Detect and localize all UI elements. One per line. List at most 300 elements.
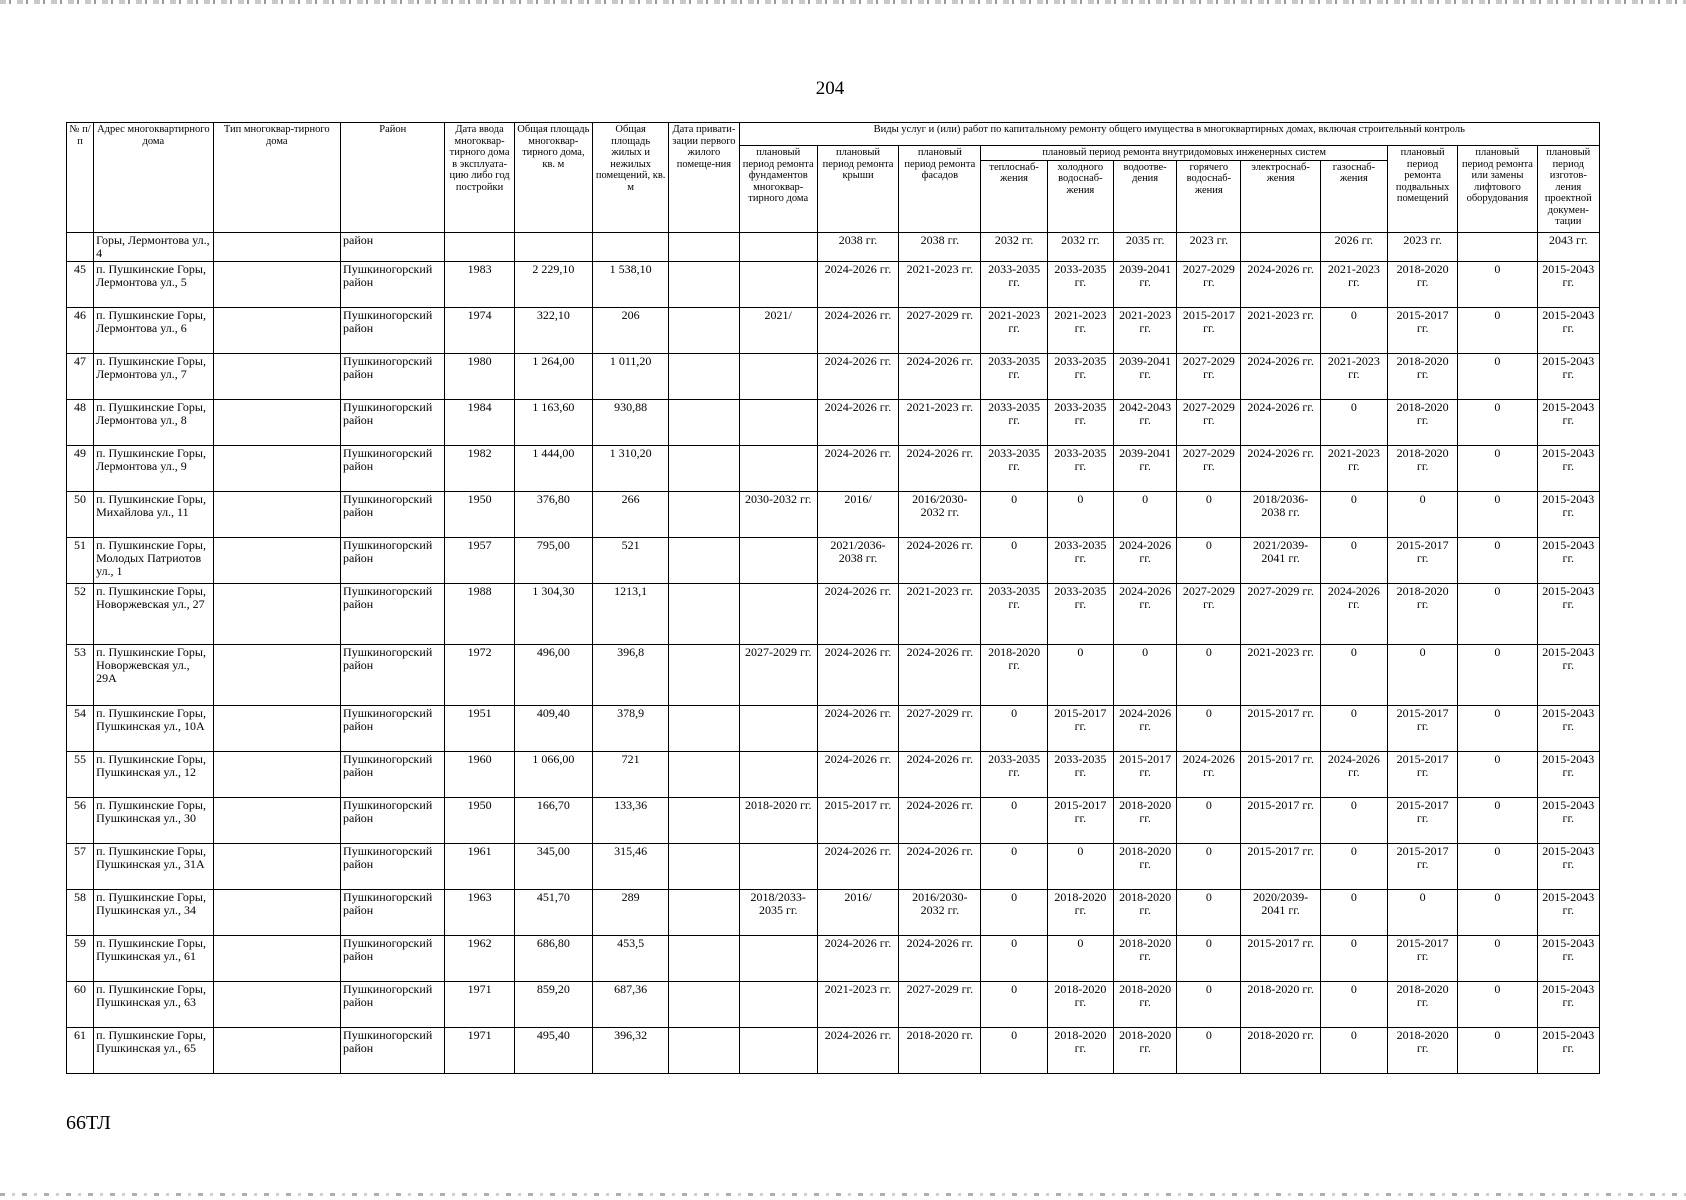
cell-year: 1951 xyxy=(445,705,514,751)
cell-design-docs: 2015-2043 гг. xyxy=(1537,307,1599,353)
cell-foundation: 2030-2032 гг. xyxy=(739,491,817,537)
cell-gas: 0 xyxy=(1320,843,1387,889)
cell-gas: 0 xyxy=(1320,491,1387,537)
cell-electric: 2015-2017 гг. xyxy=(1241,797,1320,843)
cell-sewer: 2035 гг. xyxy=(1113,232,1176,261)
table-body xyxy=(67,232,1600,1073)
cell-gas: 2024-2026 гг. xyxy=(1320,751,1387,797)
cell-elevator: 0 xyxy=(1458,1027,1537,1073)
cell-living-area: 396,8 xyxy=(593,644,669,705)
cell-heat: 0 xyxy=(981,537,1047,583)
cell-district: Пушкиногорский район xyxy=(341,261,445,307)
cell-sewer: 2024-2026 гг. xyxy=(1113,537,1176,583)
cell-foundation xyxy=(739,232,817,261)
cell-hot-water: 2027-2029 гг. xyxy=(1177,261,1241,307)
table-row xyxy=(67,1027,1600,1073)
cell-foundation xyxy=(739,705,817,751)
cell-type xyxy=(213,889,340,935)
cell-elevator: 0 xyxy=(1458,445,1537,491)
cell-privatization xyxy=(669,981,739,1027)
cell-address: п. Пушкинские Горы, Новоржевская ул., 27 xyxy=(94,583,213,644)
table-row xyxy=(67,935,1600,981)
cell-total-area: 1 444,00 xyxy=(514,445,592,491)
cell-privatization xyxy=(669,797,739,843)
cell-year: 1982 xyxy=(445,445,514,491)
cell-heat: 0 xyxy=(981,705,1047,751)
cell-year: 1988 xyxy=(445,583,514,644)
cell-facade: 2024-2026 гг. xyxy=(899,644,981,705)
cell-hot-water: 0 xyxy=(1177,889,1241,935)
cell-address: п. Пушкинские Горы, Пушкинская ул., 10А xyxy=(94,705,213,751)
cell-privatization xyxy=(669,583,739,644)
cell-sewer: 2018-2020 гг. xyxy=(1113,935,1176,981)
cell-year: 1963 xyxy=(445,889,514,935)
cell-total-area: 686,80 xyxy=(514,935,592,981)
cell-cold-water: 2015-2017 гг. xyxy=(1047,797,1113,843)
cell-roof: 2024-2026 гг. xyxy=(817,399,898,445)
cell-electric: 2015-2017 гг. xyxy=(1241,705,1320,751)
cell-total-area: 496,00 xyxy=(514,644,592,705)
header-heat: теплоснаб-жения xyxy=(981,160,1047,232)
cell-foundation xyxy=(739,583,817,644)
cell-elevator: 0 xyxy=(1458,705,1537,751)
cell-living-area: 133,36 xyxy=(593,797,669,843)
cell-heat: 2018-2020 гг. xyxy=(981,644,1047,705)
cell-heat: 2033-2035 гг. xyxy=(981,261,1047,307)
table-row xyxy=(67,445,1600,491)
cell-roof: 2021-2023 гг. xyxy=(817,981,898,1027)
cell-privatization xyxy=(669,935,739,981)
cell-design-docs: 2015-2043 гг. xyxy=(1537,445,1599,491)
cell-district: Пушкиногорский район xyxy=(341,445,445,491)
cell-foundation xyxy=(739,1027,817,1073)
cell-basement: 2018-2020 гг. xyxy=(1388,445,1458,491)
cell-cold-water: 0 xyxy=(1047,491,1113,537)
cell-total-area: 409,40 xyxy=(514,705,592,751)
cell-elevator: 0 xyxy=(1458,981,1537,1027)
table-row xyxy=(67,889,1600,935)
cell-type xyxy=(213,583,340,644)
page-number: 204 xyxy=(815,78,845,99)
header-facade: плановый период ремонта фасадов xyxy=(899,146,981,233)
cell-basement: 0 xyxy=(1388,491,1458,537)
cell-cold-water: 2033-2035 гг. xyxy=(1047,261,1113,307)
cell-living-area: 289 xyxy=(593,889,669,935)
table-row xyxy=(67,491,1600,537)
cell-hot-water: 0 xyxy=(1177,935,1241,981)
cell-electric: 2024-2026 гг. xyxy=(1241,399,1320,445)
cell-living-area: 206 xyxy=(593,307,669,353)
cell-privatization xyxy=(669,399,739,445)
cell-basement: 2015-2017 гг. xyxy=(1388,307,1458,353)
header-roof: плановый период ремонта крыши xyxy=(817,146,898,233)
cell-foundation xyxy=(739,981,817,1027)
cell-cold-water: 2033-2035 гг. xyxy=(1047,583,1113,644)
cell-cold-water: 2033-2035 гг. xyxy=(1047,445,1113,491)
cell-design-docs: 2015-2043 гг. xyxy=(1537,843,1599,889)
cell-electric: 2018-2020 гг. xyxy=(1241,981,1320,1027)
cell-heat: 0 xyxy=(981,491,1047,537)
cell-year: 1983 xyxy=(445,261,514,307)
cell-num: 51 xyxy=(67,537,94,583)
cell-elevator: 0 xyxy=(1458,935,1537,981)
cell-electric: 2021-2023 гг. xyxy=(1241,307,1320,353)
cell-design-docs: 2015-2043 гг. xyxy=(1537,261,1599,307)
cell-heat: 0 xyxy=(981,981,1047,1027)
cell-elevator: 0 xyxy=(1458,537,1537,583)
cell-elevator: 0 xyxy=(1458,751,1537,797)
cell-basement: 2015-2017 гг. xyxy=(1388,751,1458,797)
header-basement: плановый период ремонта подвальных помещений xyxy=(1388,146,1458,233)
cell-address: Горы, Лермонтова ул., 4 xyxy=(94,232,213,261)
cell-roof: 2038 гг. xyxy=(817,232,898,261)
cell-electric: 2015-2017 гг. xyxy=(1241,751,1320,797)
cell-year: 1971 xyxy=(445,981,514,1027)
cell-privatization xyxy=(669,537,739,583)
cell-roof: 2024-2026 гг. xyxy=(817,583,898,644)
cell-num: 45 xyxy=(67,261,94,307)
cell-elevator: 0 xyxy=(1458,261,1537,307)
header-living-area: Общая площадь жилых и нежилых помещений, кв. м xyxy=(593,123,669,233)
cell-gas: 0 xyxy=(1320,797,1387,843)
cell-elevator: 0 xyxy=(1458,797,1537,843)
cell-foundation: 2027-2029 гг. xyxy=(739,644,817,705)
cell-num: 48 xyxy=(67,399,94,445)
cell-gas: 0 xyxy=(1320,981,1387,1027)
cell-basement: 2018-2020 гг. xyxy=(1388,261,1458,307)
cell-design-docs: 2015-2043 гг. xyxy=(1537,644,1599,705)
cell-num: 57 xyxy=(67,843,94,889)
cell-facade: 2021-2023 гг. xyxy=(899,399,981,445)
table-row xyxy=(67,843,1600,889)
cell-facade: 2021-2023 гг. xyxy=(899,583,981,644)
cell-living-area: 1 538,10 xyxy=(593,261,669,307)
cell-hot-water: 0 xyxy=(1177,491,1241,537)
header-elevator: плановый период ремонта или замены лифтового оборудования xyxy=(1458,146,1537,233)
cell-cold-water: 2015-2017 гг. xyxy=(1047,705,1113,751)
cell-electric: 2021/2039-2041 гг. xyxy=(1241,537,1320,583)
cell-elevator: 0 xyxy=(1458,583,1537,644)
cell-district: Пушкиногорский район xyxy=(341,644,445,705)
cell-design-docs: 2015-2043 гг. xyxy=(1537,797,1599,843)
cell-electric: 2024-2026 гг. xyxy=(1241,261,1320,307)
cell-district: Пушкиногорский район xyxy=(341,491,445,537)
cell-sewer: 2018-2020 гг. xyxy=(1113,797,1176,843)
cell-num: 47 xyxy=(67,353,94,399)
scan-edge-top xyxy=(0,0,1686,4)
cell-year: 1957 xyxy=(445,537,514,583)
table-row xyxy=(67,399,1600,445)
cell-year: 1971 xyxy=(445,1027,514,1073)
table-row xyxy=(67,261,1600,307)
cell-cold-water: 2033-2035 гг. xyxy=(1047,353,1113,399)
header-cold-water: холодного водоснаб-жения xyxy=(1047,160,1113,232)
cell-design-docs: 2015-2043 гг. xyxy=(1537,889,1599,935)
cell-foundation xyxy=(739,843,817,889)
cell-privatization xyxy=(669,751,739,797)
cell-district: Пушкиногорский район xyxy=(341,981,445,1027)
cell-privatization xyxy=(669,644,739,705)
cell-facade: 2027-2029 гг. xyxy=(899,705,981,751)
header-gas: газоснаб-жения xyxy=(1320,160,1387,232)
cell-gas: 2026 гг. xyxy=(1320,232,1387,261)
cell-hot-water: 0 xyxy=(1177,797,1241,843)
cell-total-area: 166,70 xyxy=(514,797,592,843)
cell-basement: 2018-2020 гг. xyxy=(1388,399,1458,445)
cell-address: п. Пушкинские Горы, Пушкинская ул., 34 xyxy=(94,889,213,935)
cell-gas: 2021-2023 гг. xyxy=(1320,353,1387,399)
cell-hot-water: 2023 гг. xyxy=(1177,232,1241,261)
cell-year: 1960 xyxy=(445,751,514,797)
cell-sewer: 2015-2017 гг. xyxy=(1113,751,1176,797)
cell-year: 1984 xyxy=(445,399,514,445)
cell-district: Пушкиногорский район xyxy=(341,537,445,583)
cell-sewer: 2018-2020 гг. xyxy=(1113,981,1176,1027)
cell-total-area: 1 264,00 xyxy=(514,353,592,399)
cell-district: Пушкиногорский район xyxy=(341,705,445,751)
cell-num: 61 xyxy=(67,1027,94,1073)
cell-elevator: 0 xyxy=(1458,399,1537,445)
cell-elevator: 0 xyxy=(1458,644,1537,705)
cell-total-area: 795,00 xyxy=(514,537,592,583)
cell-year: 1972 xyxy=(445,644,514,705)
cell-heat: 2033-2035 гг. xyxy=(981,399,1047,445)
cell-elevator: 0 xyxy=(1458,307,1537,353)
cell-num: 60 xyxy=(67,981,94,1027)
cell-privatization xyxy=(669,843,739,889)
cell-district: Пушкиногорский район xyxy=(341,935,445,981)
cell-basement: 2018-2020 гг. xyxy=(1388,981,1458,1027)
table-row xyxy=(67,644,1600,705)
cell-sewer: 2018-2020 гг. xyxy=(1113,889,1176,935)
cell-living-area: 378,9 xyxy=(593,705,669,751)
cell-type xyxy=(213,843,340,889)
cell-total-area: 451,70 xyxy=(514,889,592,935)
header-sewer: водоотве-дения xyxy=(1113,160,1176,232)
capital-repair-table xyxy=(66,122,1600,1074)
cell-address: п. Пушкинские Горы, Михайлова ул., 11 xyxy=(94,491,213,537)
cell-living-area: 721 xyxy=(593,751,669,797)
cell-basement: 2015-2017 гг. xyxy=(1388,935,1458,981)
cell-heat: 2032 гг. xyxy=(981,232,1047,261)
cell-facade: 2024-2026 гг. xyxy=(899,935,981,981)
cell-living-area: 1 011,20 xyxy=(593,353,669,399)
cell-foundation xyxy=(739,399,817,445)
cell-design-docs: 2015-2043 гг. xyxy=(1537,705,1599,751)
cell-total-area: 1 163,60 xyxy=(514,399,592,445)
cell-roof: 2024-2026 гг. xyxy=(817,644,898,705)
cell-electric: 2024-2026 гг. xyxy=(1241,445,1320,491)
cell-basement: 2018-2020 гг. xyxy=(1388,353,1458,399)
cell-gas: 0 xyxy=(1320,705,1387,751)
cell-type xyxy=(213,232,340,261)
cell-num: 52 xyxy=(67,583,94,644)
cell-district: Пушкиногорский район xyxy=(341,583,445,644)
cell-sewer: 2024-2026 гг. xyxy=(1113,705,1176,751)
cell-living-area: 521 xyxy=(593,537,669,583)
cell-cold-water: 2018-2020 гг. xyxy=(1047,889,1113,935)
cell-type xyxy=(213,307,340,353)
cell-elevator xyxy=(1458,232,1537,261)
cell-total-area: 2 229,10 xyxy=(514,261,592,307)
cell-num: 59 xyxy=(67,935,94,981)
table-header xyxy=(67,123,1600,233)
cell-cold-water: 0 xyxy=(1047,644,1113,705)
cell-electric: 2018-2020 гг. xyxy=(1241,1027,1320,1073)
cell-total-area: 376,80 xyxy=(514,491,592,537)
cell-facade: 2038 гг. xyxy=(899,232,981,261)
cell-hot-water: 0 xyxy=(1177,644,1241,705)
cell-gas: 0 xyxy=(1320,307,1387,353)
cell-privatization xyxy=(669,261,739,307)
cell-heat: 2033-2035 гг. xyxy=(981,353,1047,399)
cell-address: п. Пушкинские Горы, Пушкинская ул., 63 xyxy=(94,981,213,1027)
cell-roof: 2024-2026 гг. xyxy=(817,843,898,889)
cell-roof: 2024-2026 гг. xyxy=(817,705,898,751)
cell-type xyxy=(213,981,340,1027)
cell-facade: 2024-2026 гг. xyxy=(899,751,981,797)
cell-type xyxy=(213,935,340,981)
cell-basement: 2018-2020 гг. xyxy=(1388,583,1458,644)
cell-design-docs: 2015-2043 гг. xyxy=(1537,583,1599,644)
header-type: Тип многоквар-тирного дома xyxy=(213,123,340,233)
cell-heat: 2033-2035 гг. xyxy=(981,751,1047,797)
cell-facade: 2024-2026 гг. xyxy=(899,843,981,889)
cell-district: Пушкиногорский район xyxy=(341,751,445,797)
cell-hot-water: 2027-2029 гг. xyxy=(1177,353,1241,399)
cell-num: 58 xyxy=(67,889,94,935)
cell-address: п. Пушкинские Горы, Новоржевская ул., 29А xyxy=(94,644,213,705)
cell-heat: 0 xyxy=(981,797,1047,843)
cell-gas: 0 xyxy=(1320,537,1387,583)
cell-basement: 2015-2017 гг. xyxy=(1388,797,1458,843)
cell-gas: 2024-2026 гг. xyxy=(1320,583,1387,644)
cell-year: 1961 xyxy=(445,843,514,889)
cell-year: 1980 xyxy=(445,353,514,399)
cell-living-area: 396,32 xyxy=(593,1027,669,1073)
cell-elevator: 0 xyxy=(1458,353,1537,399)
cell-year: 1974 xyxy=(445,307,514,353)
cell-sewer: 0 xyxy=(1113,644,1176,705)
cell-sewer: 2024-2026 гг. xyxy=(1113,583,1176,644)
header-electric: электроснаб-жения xyxy=(1241,160,1320,232)
header-year: Дата ввода многоквар-тирного дома в эксплуата-цию либо год постройки xyxy=(445,123,514,233)
cell-roof: 2024-2026 гг. xyxy=(817,307,898,353)
cell-address: п. Пушкинские Горы, Лермонтова ул., 8 xyxy=(94,399,213,445)
cell-cold-water: 2033-2035 гг. xyxy=(1047,399,1113,445)
cell-heat: 2033-2035 гг. xyxy=(981,583,1047,644)
scan-edge-bottom xyxy=(0,1193,1686,1196)
table-row xyxy=(67,705,1600,751)
cell-roof: 2024-2026 гг. xyxy=(817,353,898,399)
cell-basement: 2023 гг. xyxy=(1388,232,1458,261)
cell-design-docs: 2015-2043 гг. xyxy=(1537,537,1599,583)
cell-roof: 2024-2026 гг. xyxy=(817,261,898,307)
table-row xyxy=(67,307,1600,353)
cell-address: п. Пушкинские Горы, Молодых Патриотов ул., 1 xyxy=(94,537,213,583)
cell-design-docs: 2015-2043 гг. xyxy=(1537,1027,1599,1073)
cell-type xyxy=(213,644,340,705)
header-foundation: плановый период ремонта фундаментов многоквар-тирного дома xyxy=(739,146,817,233)
cell-sewer: 2039-2041 гг. xyxy=(1113,261,1176,307)
cell-type xyxy=(213,445,340,491)
cell-privatization xyxy=(669,889,739,935)
cell-foundation: 2018-2020 гг. xyxy=(739,797,817,843)
cell-facade: 2016/2030-2032 гг. xyxy=(899,889,981,935)
cell-electric: 2018/2036-2038 гг. xyxy=(1241,491,1320,537)
cell-year: 1962 xyxy=(445,935,514,981)
cell-address: п. Пушкинские Горы, Пушкинская ул., 30 xyxy=(94,797,213,843)
cell-hot-water: 2027-2029 гг. xyxy=(1177,445,1241,491)
cell-facade: 2024-2026 гг. xyxy=(899,353,981,399)
table-row xyxy=(67,583,1600,644)
cell-basement: 2018-2020 гг. xyxy=(1388,1027,1458,1073)
cell-roof: 2021/2036-2038 гг. xyxy=(817,537,898,583)
header-systems-group: плановый период ремонта внутридомовых инженерных систем xyxy=(981,146,1388,161)
cell-electric xyxy=(1241,232,1320,261)
cell-design-docs: 2015-2043 гг. xyxy=(1537,981,1599,1027)
cell-sewer: 2039-2041 гг. xyxy=(1113,445,1176,491)
cell-cold-water: 2032 гг. xyxy=(1047,232,1113,261)
cell-hot-water: 0 xyxy=(1177,1027,1241,1073)
cell-cold-water: 0 xyxy=(1047,843,1113,889)
cell-address: п. Пушкинские Горы, Пушкинская ул., 65 xyxy=(94,1027,213,1073)
cell-total-area: 1 066,00 xyxy=(514,751,592,797)
cell-type xyxy=(213,537,340,583)
cell-facade: 2021-2023 гг. xyxy=(899,261,981,307)
cell-design-docs: 2015-2043 гг. xyxy=(1537,399,1599,445)
table-row xyxy=(67,751,1600,797)
cell-sewer: 0 xyxy=(1113,491,1176,537)
cell-cold-water: 2033-2035 гг. xyxy=(1047,751,1113,797)
cell-num: 46 xyxy=(67,307,94,353)
cell-facade: 2027-2029 гг. xyxy=(899,307,981,353)
table-row xyxy=(67,353,1600,399)
cell-district: Пушкиногорский район xyxy=(341,399,445,445)
cell-num xyxy=(67,232,94,261)
cell-foundation: 2018/2033-2035 гг. xyxy=(739,889,817,935)
header-num: № п/п xyxy=(67,123,94,233)
header-total-area: Общая площадь многоквар-тирного дома, кв. м xyxy=(514,123,592,233)
cell-roof: 2024-2026 гг. xyxy=(817,445,898,491)
cell-gas: 2021-2023 гг. xyxy=(1320,261,1387,307)
cell-living-area: 1213,1 xyxy=(593,583,669,644)
cell-address: п. Пушкинские Горы, Лермонтова ул., 6 xyxy=(94,307,213,353)
cell-heat: 2021-2023 гг. xyxy=(981,307,1047,353)
cell-living-area: 315,46 xyxy=(593,843,669,889)
cell-privatization xyxy=(669,353,739,399)
cell-total-area: 859,20 xyxy=(514,981,592,1027)
cell-total-area: 322,10 xyxy=(514,307,592,353)
table-row xyxy=(67,537,1600,583)
cell-address: п. Пушкинские Горы, Лермонтова ул., 5 xyxy=(94,261,213,307)
cell-living-area: 687,36 xyxy=(593,981,669,1027)
cell-cold-water: 2033-2035 гг. xyxy=(1047,537,1113,583)
cell-roof: 2015-2017 гг. xyxy=(817,797,898,843)
cell-sewer: 2039-2041 гг. xyxy=(1113,353,1176,399)
cell-facade: 2016/2030-2032 гг. xyxy=(899,491,981,537)
cell-address: п. Пушкинские Горы, Лермонтова ул., 9 xyxy=(94,445,213,491)
cell-type xyxy=(213,399,340,445)
cell-sewer: 2018-2020 гг. xyxy=(1113,1027,1176,1073)
cell-type xyxy=(213,797,340,843)
cell-district: Пушкиногорский район xyxy=(341,1027,445,1073)
cell-year: 1950 xyxy=(445,797,514,843)
cell-district: Пушкиногорский район xyxy=(341,353,445,399)
cell-cold-water: 2018-2020 гг. xyxy=(1047,1027,1113,1073)
header-privatization: Дата привати-зации первого жилого помеще-ния xyxy=(669,123,739,233)
cell-elevator: 0 xyxy=(1458,889,1537,935)
